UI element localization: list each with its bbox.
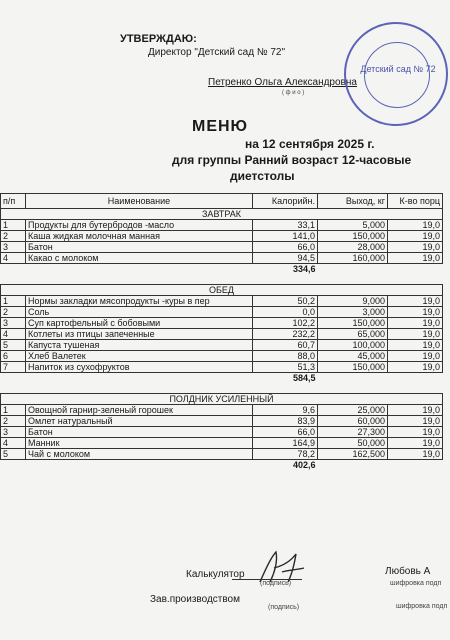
row-calories: 94,5 — [253, 253, 318, 264]
col-name-header: Наименование — [26, 194, 253, 209]
row-output: 45,000 — [318, 351, 388, 362]
table-row — [1, 253, 443, 264]
manager-label: Зав.производством — [150, 594, 240, 605]
row-dish-name: Какао с молоком — [26, 253, 253, 264]
table-row — [1, 416, 443, 427]
section-spacer — [1, 274, 443, 285]
row-portions: 19,0 — [388, 329, 443, 340]
row-number: 3 — [1, 427, 26, 438]
row-portions: 19,0 — [388, 231, 443, 242]
row-dish-name: Овощной гарнир-зеленый горошек — [26, 405, 253, 416]
row-calories: 164,9 — [253, 438, 318, 449]
row-portions: 19,0 — [388, 220, 443, 231]
row-calories: 60,7 — [253, 340, 318, 351]
section-total: 402,6 — [292, 460, 316, 470]
row-dish-name: Хлеб Валетек — [26, 351, 253, 362]
row-number: 5 — [1, 340, 26, 351]
menu-date: на 12 сентября 2025 г. — [245, 137, 375, 151]
row-dish-name: Каша жидкая молочная манная — [26, 231, 253, 242]
section-title: ПОЛДНИК УСИЛЕННЫЙ — [1, 394, 443, 405]
stamp-text: Детский сад № 72 — [360, 64, 436, 74]
row-dish-name: Суп картофельный с бобовыми — [26, 318, 253, 329]
row-number: 2 — [1, 307, 26, 318]
row-dish-name: Омлет натуральный — [26, 416, 253, 427]
col-calories-header: Калорийн. — [253, 194, 318, 209]
row-number: 4 — [1, 253, 26, 264]
section-total-row — [1, 264, 443, 275]
fio-caption: ( ф и о ) — [282, 90, 305, 96]
row-calories: 66,0 — [253, 242, 318, 253]
page-title: МЕНЮ — [192, 118, 249, 135]
row-number: 7 — [1, 362, 26, 373]
row-portions: 19,0 — [388, 351, 443, 362]
manager-signature-caption: (подпись) — [268, 604, 300, 611]
row-calories: 88,0 — [253, 351, 318, 362]
row-calories: 9,6 — [253, 405, 318, 416]
row-number: 3 — [1, 242, 26, 253]
row-dish-name: Соль — [26, 307, 253, 318]
row-dish-name: Напиток из сухофруктов — [26, 362, 253, 373]
row-number: 1 — [1, 296, 26, 307]
row-portions: 19,0 — [388, 318, 443, 329]
table-row — [1, 242, 443, 253]
row-dish-name: Батон — [26, 242, 253, 253]
section-total: 584,5 — [292, 373, 316, 383]
row-calories: 33,1 — [253, 220, 318, 231]
row-calories: 50,2 — [253, 296, 318, 307]
spacer-cell — [1, 274, 443, 285]
section-title: ЗАВТРАК — [1, 209, 443, 220]
row-portions: 19,0 — [388, 427, 443, 438]
official-stamp — [344, 22, 448, 126]
row-number: 1 — [1, 220, 26, 231]
table-header-row — [1, 194, 443, 209]
table-row — [1, 438, 443, 449]
table-row — [1, 220, 443, 231]
signature-caption: (подпись) — [260, 580, 292, 587]
row-output: 3,000 — [318, 307, 388, 318]
row-output: 150,000 — [318, 318, 388, 329]
col-number-header: п/п — [1, 194, 26, 209]
table-row — [1, 318, 443, 329]
total-filler — [318, 264, 443, 275]
menu-table — [0, 193, 443, 470]
row-portions: 19,0 — [388, 340, 443, 351]
calculator-label: Калькулятор — [186, 569, 245, 580]
row-number: 4 — [1, 438, 26, 449]
row-calories: 102,2 — [253, 318, 318, 329]
row-calories: 78,2 — [253, 449, 318, 460]
row-portions: 19,0 — [388, 362, 443, 373]
row-calories: 0,0 — [253, 307, 318, 318]
section-spacer — [1, 383, 443, 394]
section-total-row — [1, 460, 443, 471]
row-calories: 232,2 — [253, 329, 318, 340]
table-row — [1, 362, 443, 373]
table-row — [1, 351, 443, 362]
row-output: 150,000 — [318, 362, 388, 373]
decode-caption: шифровка подп — [390, 580, 442, 587]
row-portions: 19,0 — [388, 449, 443, 460]
row-calories: 141,0 — [253, 231, 318, 242]
spacer-cell — [1, 383, 443, 394]
row-portions: 19,0 — [388, 307, 443, 318]
row-dish-name: Манник — [26, 438, 253, 449]
row-calories: 83,9 — [253, 416, 318, 427]
row-portions: 19,0 — [388, 416, 443, 427]
col-output-header: Выход, кг — [318, 194, 388, 209]
row-calories: 66,0 — [253, 427, 318, 438]
row-number: 3 — [1, 318, 26, 329]
row-dish-name: Капуста тушеная — [26, 340, 253, 351]
row-output: 65,000 — [318, 329, 388, 340]
row-output: 28,000 — [318, 242, 388, 253]
row-output: 160,000 — [318, 253, 388, 264]
row-output: 162,500 — [318, 449, 388, 460]
row-output: 5,000 — [318, 220, 388, 231]
row-number: 6 — [1, 351, 26, 362]
calculator-name: Любовь А — [385, 566, 431, 577]
table-row — [1, 329, 443, 340]
table-row — [1, 340, 443, 351]
table-row — [1, 405, 443, 416]
row-portions: 19,0 — [388, 438, 443, 449]
total-filler — [318, 373, 443, 384]
row-dish-name: Продукты для бутербродов -масло — [26, 220, 253, 231]
row-dish-name: Нормы закладки мясопродукты -куры в пер — [26, 296, 253, 307]
row-number: 2 — [1, 416, 26, 427]
row-portions: 19,0 — [388, 296, 443, 307]
total-filler — [318, 460, 443, 471]
section-title: ОБЕД — [1, 285, 443, 296]
section-total: 334,6 — [292, 264, 316, 274]
manager-decode-caption: шифровка подп — [396, 603, 448, 610]
section-header-row — [1, 209, 443, 220]
row-output: 150,000 — [318, 231, 388, 242]
director-line: Директор "Детский сад № 72" — [148, 47, 286, 58]
row-portions: 19,0 — [388, 405, 443, 416]
row-output: 25,000 — [318, 405, 388, 416]
section-header-row — [1, 285, 443, 296]
row-portions: 19,0 — [388, 242, 443, 253]
row-number: 1 — [1, 405, 26, 416]
menu-diet: диетстолы — [230, 169, 295, 183]
approve-label: УТВЕРЖДАЮ: — [120, 33, 197, 45]
table-row — [1, 307, 443, 318]
menu-body — [1, 209, 443, 471]
row-portions: 19,0 — [388, 253, 443, 264]
row-number: 2 — [1, 231, 26, 242]
table-row — [1, 449, 443, 460]
row-calories: 51,3 — [253, 362, 318, 373]
stamp-inner-ring — [364, 42, 430, 108]
menu-group: для группы Ранний возраст 12-часовые — [172, 153, 412, 167]
row-output: 100,000 — [318, 340, 388, 351]
col-portions-header: К-во порц — [388, 194, 443, 209]
row-dish-name: Батон — [26, 427, 253, 438]
row-number: 5 — [1, 449, 26, 460]
row-dish-name: Чай с молоком — [26, 449, 253, 460]
table-row — [1, 231, 443, 242]
section-total-row — [1, 373, 443, 384]
row-output: 50,000 — [318, 438, 388, 449]
row-number: 4 — [1, 329, 26, 340]
table-row — [1, 427, 443, 438]
row-output: 27,300 — [318, 427, 388, 438]
director-name: Петренко Ольга Александровна — [208, 77, 357, 88]
row-output: 9,000 — [318, 296, 388, 307]
row-output: 60,000 — [318, 416, 388, 427]
table-row — [1, 296, 443, 307]
section-header-row — [1, 394, 443, 405]
row-dish-name: Котлеты из птицы запеченные — [26, 329, 253, 340]
